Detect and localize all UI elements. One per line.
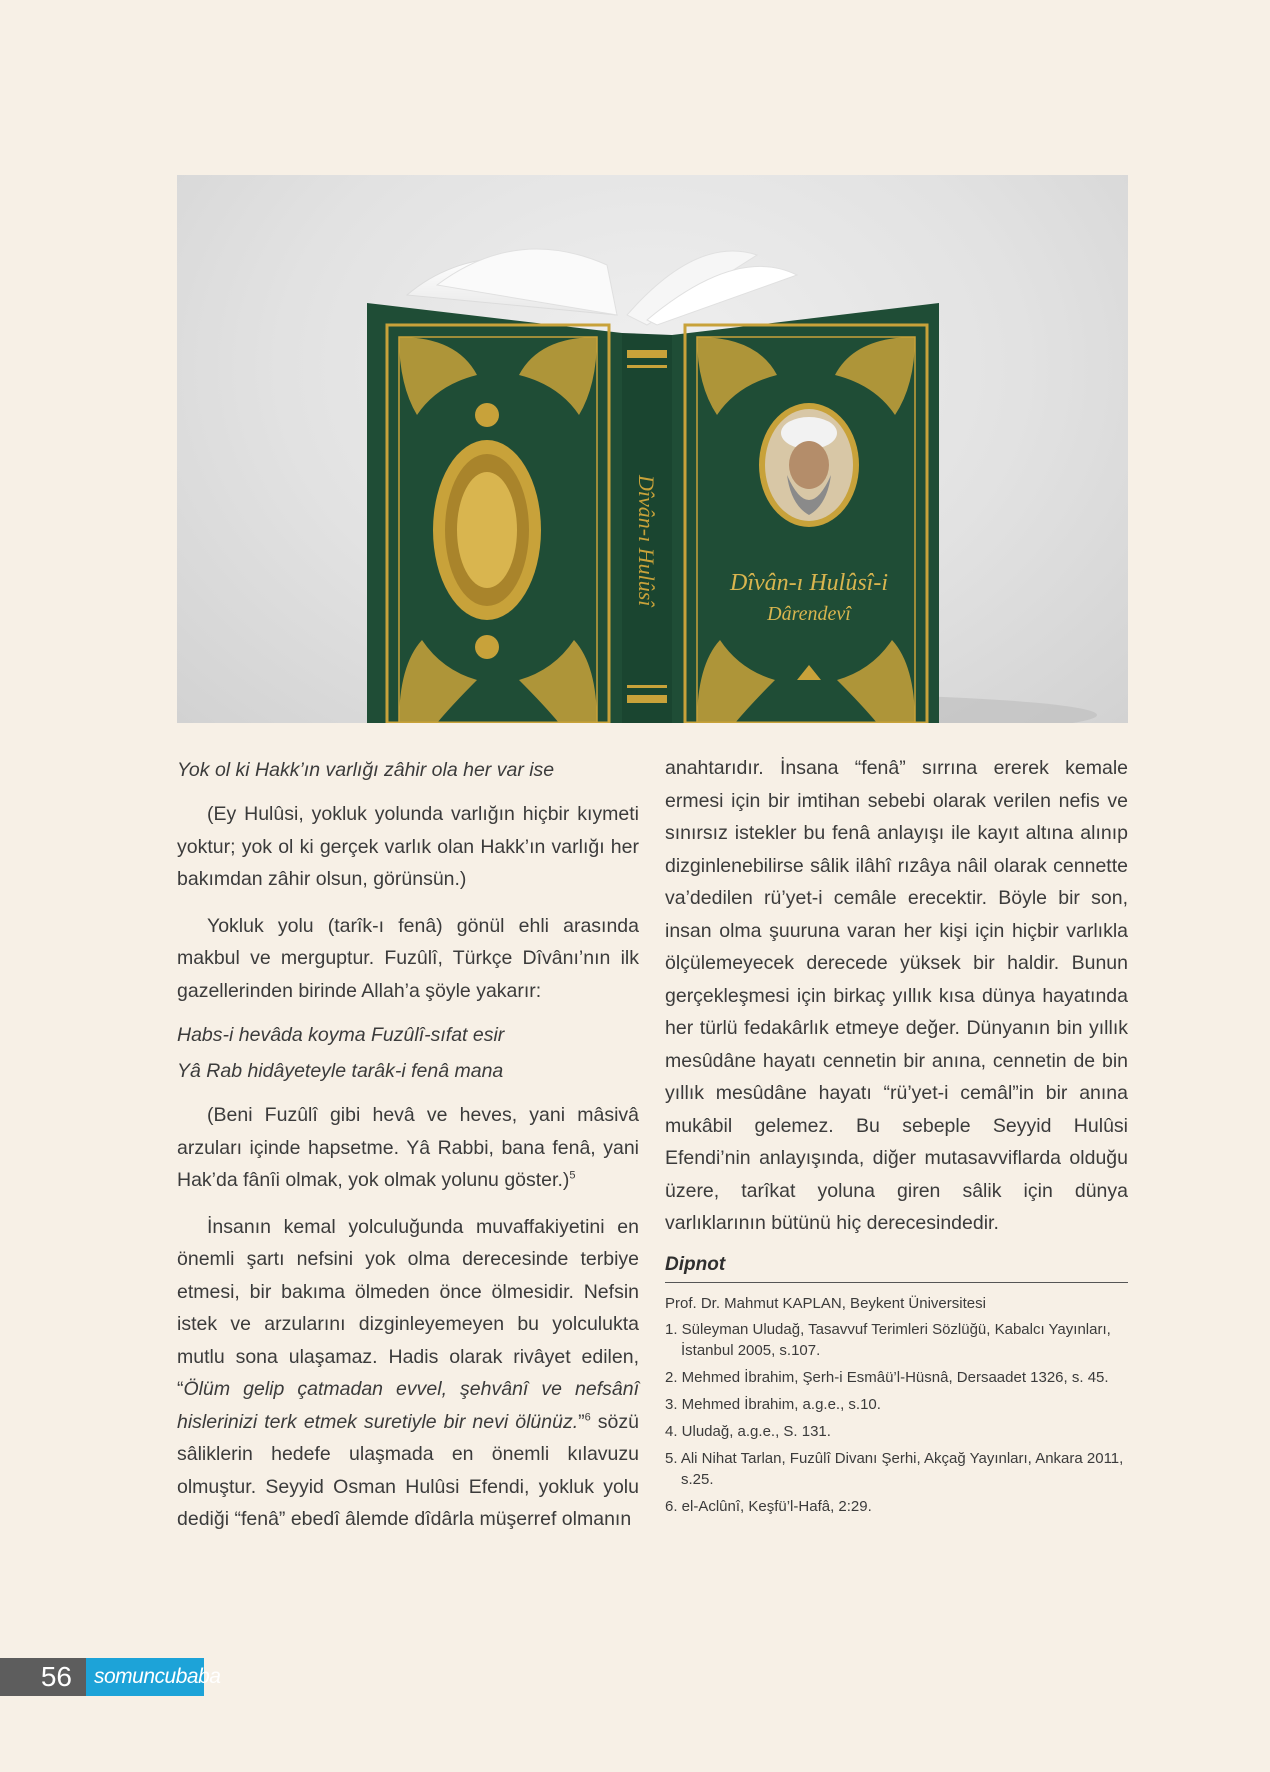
footnote-list [665,1319,1128,1517]
verse-2: Habs-i hevâda koyma Fuzûlî-sıfat esir [177,1024,505,1046]
verse-1: Yok ol ki Hakk’ın varlığı zâhir ola her var ise [177,759,555,781]
brand-logo: somuncubaba [86,1658,204,1696]
footnote-item: 6. el-Aclûnî, Keşfü’l-Hafâ, 2:29. [665,1497,872,1515]
cover-title-line2: Dârendevî [767,603,851,625]
paragraph-4-text-a: İnsanın kemal yolculuğunda muvaffakiyetini en önemli şartı nefsini yok olma derecesinde terbiye etmesi, bir bakıma ölmeden önce ölmesidir. Nefsin istek ve arzularını dizginleyemeyen bu yolculukta mutlu sona ulaşamaz. Hadis olarak rivâyet edilen, “ [177,1215,639,1400]
paragraph-3-text: (Beni Fuzûlî gibi hevâ ve heves, yani mâsivâ arzuları içinde hapsetme. Yâ Rabbi, bana fenâ, yani Hak’da fânîi olmak, yok olmak yolunu göster.) [177,1104,639,1191]
left-column [177,752,639,1536]
footnote-ref-6: 6 [584,1411,591,1423]
author-line: Prof. Dr. Mahmut KAPLAN, Beykent Üniversitesi [665,1294,986,1312]
paragraph-4-text-c: sözü sâliklerin hedefe ulaşmada en önemli kılavuzu olmuştur. Seyyid Osman Hulûsi Efendi, yokluk yolu dediği “fenâ” ebedî âlemde dîdârla müşerref olmanın [177,1410,639,1530]
paragraph-4-text-b: ” [578,1410,585,1433]
paragraph-2: Yokluk yolu (tarîk-ı fenâ) gönül ehli arasında makbul ve merguptur. Fuzûlî, Türkçe Dîvânı’nın ilk gazellerinden birinde Allah’a şöyle yakarır: [177,914,639,1002]
footnote-ref-5: 5 [569,1169,576,1182]
paragraph-4 [177,1211,639,1536]
page-number: 56 [0,1658,86,1696]
cover-title-line1: Dîvân-ı Hulûsî-i [730,570,888,596]
footnote-item: 3. Mehmed İbrahim, a.g.e., s.10. [665,1395,881,1413]
footnote-item: 4. Uludağ, a.g.e., S. 131. [665,1422,831,1440]
paragraph-5: anahtarıdır. İnsana “fenâ” sırrına ererek kemale ermesi için bir imtihan sebebi olarak verilen nefis ve sınırsız istekler bu fenâ anlayışı ile kayıt altına alınıp dizginlenebilirse sâlik ilâhî rızâya nâil olarak cennette va’dedilen rü’yet-i cemâle erecektir. Böyle bir son, insan olma şuuruna varan her kişi için hiçbir varlıkla ölçülemeyecek derecede yüksek bir haldir. Bunun gerçekleşmesi için birkaç yıllık kısa dünya hayatında her türlü fedakârlık etmeye değer. Dünyanın bin yıllık mesûdâne hayatı cennetin bir anına, cennetin de bin yıllık mesûdâne hayatı “rü’yet-i cemâl”in bir anına mukâbil gelemez. Bu sebeple Seyyid Hulûsi Efendi’nin anlayışında, diğer mutasavviflarda olduğu üzere, tarîkat yoluna giren sâlik için dünya varlıklarının bütünü hiç derecesindedir. [665,757,1128,1234]
right-column [665,752,1128,1523]
verse-3: Yâ Rab hidâyeteyle tarâk-i fenâ mana [177,1060,504,1082]
footnotes-heading: Dipnot [665,1254,1128,1283]
footnote-item: 1. Süleyman Uludağ, Tasavvuf Terimleri Sözlüğü, Kabalcı Yayınları, İstanbul 2005, s.107. [665,1320,1111,1359]
footnote-item: 5. Ali Nihat Tarlan, Fuzûlî Divanı Şerhi, Akçağ Yayınları, Ankara 2011, s.25. [665,1449,1124,1488]
hadith-quote: Ölüm gelip çatmadan evvel, şehvânî ve nefsânî hislerinizi terk etmek suretiyle bir nevi ölünüz. [177,1378,639,1433]
paragraph-3 [177,1099,639,1197]
footnote-item: 2. Mehmed İbrahim, Şerh-i Esmâü’l-Hüsnâ, Dersaadet 1326, s. 45. [665,1368,1109,1386]
book-photo [177,175,1128,723]
spine-title: Dîvân-ı Hulûsî [634,475,659,607]
book-illustration [177,175,1128,723]
paragraph-1: (Ey Hulûsi, yokluk yolunda varlığın hiçbir kıymeti yoktur; yok ol ki gerçek varlık olan Hakk’ın varlığı her bakımdan zâhir olsun, görünsün.) [177,803,639,890]
